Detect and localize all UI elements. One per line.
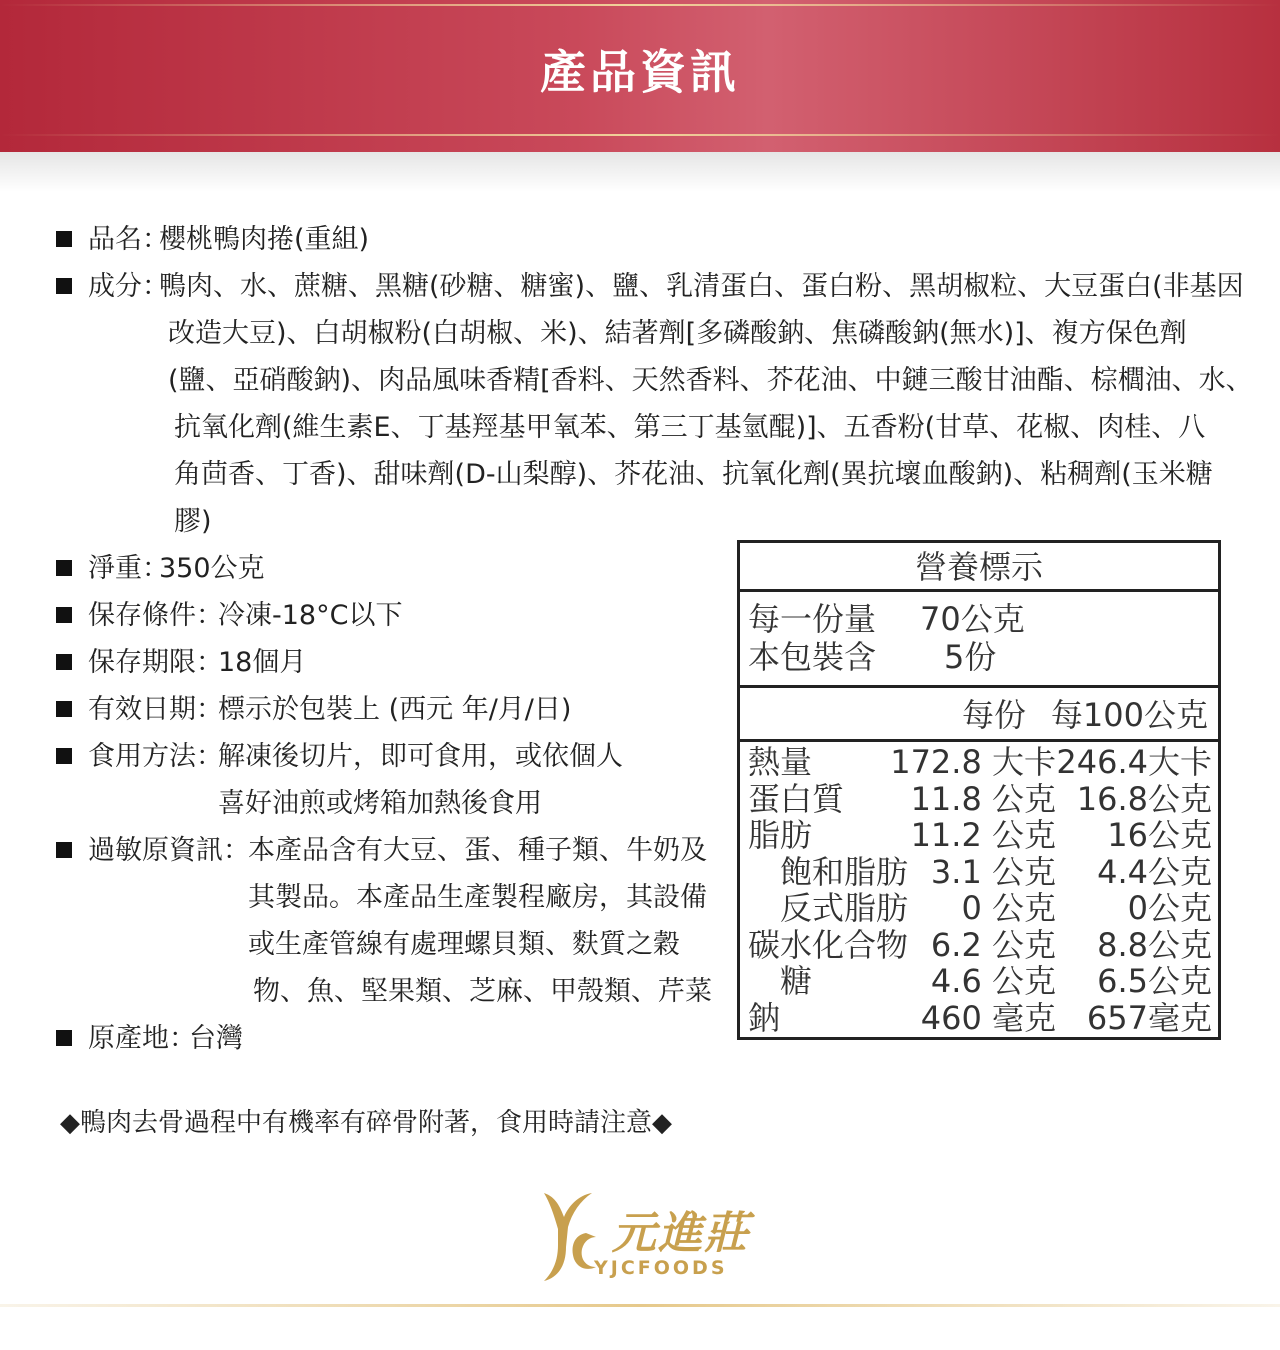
shelf-label: 保存期限： bbox=[88, 647, 223, 678]
usage-line: 喜好油煎或烤箱加熱後食用 bbox=[218, 788, 542, 819]
banner-shadow bbox=[0, 152, 1280, 192]
name-value: 櫻桃鴨肉捲(重組) bbox=[159, 224, 370, 255]
shelf-value: 18個月 bbox=[218, 647, 307, 678]
square-bullet-icon bbox=[56, 278, 72, 294]
usage-label: 食用方法： bbox=[88, 741, 223, 772]
nutrient-label: 鈉 bbox=[748, 999, 781, 1037]
page-title: 產品資訊 bbox=[540, 45, 740, 99]
servings-value: 5份 bbox=[944, 638, 997, 676]
square-bullet-icon bbox=[56, 607, 72, 623]
serving-size-value: 70公克 bbox=[920, 600, 1025, 638]
nutrient-label: 飽和脂肪 bbox=[780, 853, 909, 891]
nutrient-per-serving: 0 公克 bbox=[961, 889, 1056, 927]
name-label: 品名： bbox=[88, 224, 169, 255]
square-bullet-icon bbox=[56, 701, 72, 717]
nutrient-label: 反式脂肪 bbox=[780, 889, 909, 927]
ingredients-line: 鴨肉、水、蔗糖、黑糖(砂糖、糖蜜)、鹽、乳清蛋白、蛋白粉、黑胡椒粒、大豆蛋白(非基因 bbox=[159, 271, 1244, 302]
origin-label: 原產地： bbox=[88, 1023, 196, 1054]
origin-value: 台灣 bbox=[189, 1023, 243, 1054]
nutrient-per-100g: 246.4大卡 bbox=[1056, 743, 1212, 781]
storage-value: 冷凍-18°C以下 bbox=[218, 600, 403, 631]
nutrient-label: 糖 bbox=[780, 962, 813, 1000]
nutrient-per-100g: 6.5公克 bbox=[1097, 962, 1212, 1000]
square-bullet-icon bbox=[56, 560, 72, 576]
allergen-line: 物、魚、堅果類、芝麻、甲殼類、芹菜 bbox=[253, 976, 712, 1007]
table-divider bbox=[740, 685, 1218, 688]
brand-name: 元進莊 bbox=[612, 1208, 750, 1259]
ingredients-line: 抗氧化劑(維生素E、丁基羥基甲氧苯、第三丁基氫醌)]、五香粉(甘草、花椒、肉桂、八 bbox=[174, 412, 1206, 443]
nutrient-per-100g: 16公克 bbox=[1107, 816, 1212, 854]
usage-line: 解凍後切片，即可食用，或依個人 bbox=[218, 741, 623, 772]
nutrient-per-serving: 4.6 公克 bbox=[930, 962, 1056, 1000]
brand-sub: YJCFOODS bbox=[594, 1257, 728, 1279]
nutrient-label: 熱量 bbox=[748, 743, 813, 781]
weight-value: 350公克 bbox=[159, 553, 265, 584]
nutrient-per-serving: 172.8 大卡 bbox=[890, 743, 1056, 781]
nutrient-per-serving: 11.8 公克 bbox=[910, 780, 1056, 818]
serving-size-label: 每一份量 bbox=[748, 600, 877, 638]
allergen-line: 或生產管線有處理螺貝類、麩質之穀 bbox=[248, 929, 680, 960]
nutrition-table bbox=[737, 540, 1221, 1040]
col-per-100g: 每100公克 bbox=[1050, 696, 1208, 734]
nutrient-per-100g: 4.4公克 bbox=[1097, 853, 1212, 891]
col-per-serving: 每份 bbox=[961, 696, 1026, 734]
square-bullet-icon bbox=[56, 1030, 72, 1046]
nutrient-per-100g: 16.8公克 bbox=[1076, 780, 1212, 818]
allergen-line: 本產品含有大豆、蛋、種子類、牛奶及 bbox=[248, 835, 707, 866]
nutrient-per-100g: 8.8公克 bbox=[1097, 926, 1212, 964]
square-bullet-icon bbox=[56, 231, 72, 247]
nutrient-label: 碳水化合物 bbox=[748, 926, 909, 964]
storage-label: 保存條件： bbox=[88, 600, 223, 631]
nutrient-per-serving: 11.2 公克 bbox=[910, 816, 1056, 854]
nutrient-per-100g: 0公克 bbox=[1127, 889, 1212, 927]
header-banner bbox=[0, 0, 1280, 152]
brand-logo bbox=[530, 1185, 750, 1285]
ingredients-line: 膠) bbox=[174, 506, 212, 537]
weight-label: 淨重： bbox=[88, 553, 169, 584]
ingredients-line: (鹽、亞硝酸鈉)、肉品風味香精[香料、天然香料、芥花油、中鏈三酸甘油酯、棕櫚油、水、 bbox=[168, 365, 1253, 396]
nutrient-per-serving: 460 毫克 bbox=[920, 999, 1056, 1037]
nutrient-per-serving: 3.1 公克 bbox=[930, 853, 1056, 891]
ingredients-line: 角茴香、丁香)、甜味劑(D-山梨醇)、芥花油、抗氧化劑(異抗壞血酸鈉)、粘稠劑(玉米糖 bbox=[174, 459, 1213, 490]
allergen-label: 過敏原資訊： bbox=[88, 835, 250, 866]
bottom-gold-line bbox=[0, 1304, 1280, 1307]
square-bullet-icon bbox=[56, 654, 72, 670]
expiry-label: 有效日期： bbox=[88, 694, 223, 725]
ingredients-line: 改造大豆)、白胡椒粉(白胡椒、米)、結著劑[多磷酸鈉、焦磷酸鈉(無水)]、複方保色劑 bbox=[168, 318, 1187, 349]
servings-label: 本包裝含 bbox=[748, 638, 877, 676]
nutrient-label: 脂肪 bbox=[748, 816, 813, 854]
nutrient-per-100g: 657毫克 bbox=[1086, 999, 1212, 1037]
ingredients-label: 成分： bbox=[88, 271, 169, 302]
banner-bottom-line bbox=[0, 134, 1280, 136]
nutrition-title: 營養標示 bbox=[914, 548, 1043, 586]
table-divider bbox=[740, 589, 1218, 592]
square-bullet-icon bbox=[56, 842, 72, 858]
allergen-line: 其製品。本產品生產製程廠房，其設備 bbox=[248, 882, 707, 913]
nutrient-label: 蛋白質 bbox=[748, 780, 845, 818]
nutrient-per-serving: 6.2 公克 bbox=[930, 926, 1056, 964]
banner-top-line bbox=[0, 4, 1280, 6]
bone-notice: ◆鴨肉去骨過程中有機率有碎骨附著，食用時請注意◆ bbox=[60, 1108, 672, 1138]
expiry-value: 標示於包裝上 (西元 年/月/日) bbox=[218, 694, 572, 725]
square-bullet-icon bbox=[56, 748, 72, 764]
